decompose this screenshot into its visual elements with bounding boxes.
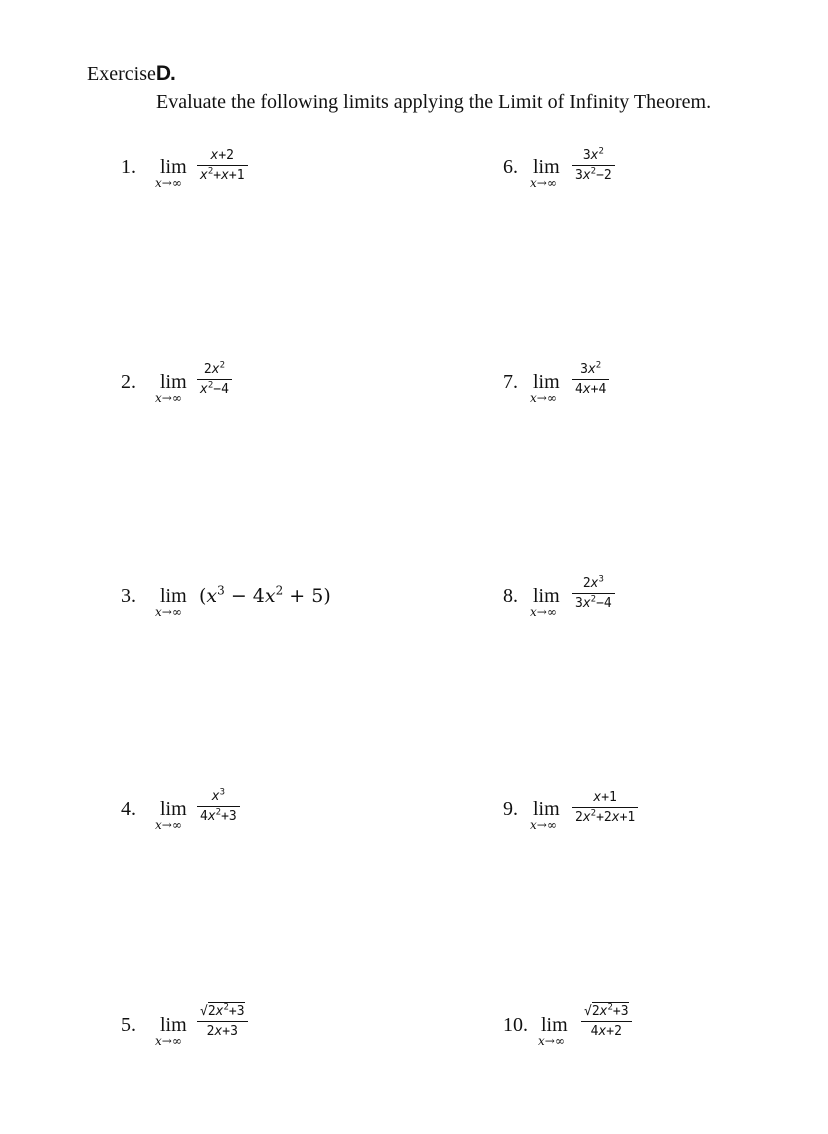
lim-subscript: x→∞ (530, 605, 557, 619)
lim-subscript: x→∞ (155, 176, 182, 190)
numerator: $3x^2$ (572, 362, 609, 380)
lim-operator: lim (160, 1014, 187, 1036)
denominator: $4x^2+3$ (200, 807, 237, 824)
problem-number: 10. (503, 1014, 528, 1036)
problem-number: 2. (121, 371, 136, 393)
problem-number: 6. (503, 156, 518, 178)
lim-subscript: x→∞ (530, 176, 557, 190)
denominator: $2x^2+2x+1$ (575, 808, 636, 825)
numerator: $2x^2$ (197, 362, 232, 380)
denominator: $3x^2-4$ (575, 594, 612, 611)
fraction (581, 1004, 632, 1039)
lim-subscript: x→∞ (155, 1034, 182, 1048)
square-root: $√2x^2+3$ (200, 1002, 245, 1019)
lim-subscript: x→∞ (155, 818, 182, 832)
fraction (197, 362, 232, 397)
fraction (197, 148, 248, 183)
lim-operator: lim (160, 371, 187, 393)
fraction (572, 576, 615, 611)
numerator: $3x^2$ (572, 148, 615, 166)
numerator (581, 1004, 632, 1022)
lim-subscript: x→∞ (530, 391, 557, 405)
lim-operator: lim (160, 585, 187, 607)
problem-number: 1. (121, 156, 136, 178)
fraction (197, 1004, 248, 1039)
problem-number: 5. (121, 1014, 136, 1036)
problem-number: 9. (503, 798, 518, 820)
numerator (197, 1004, 248, 1022)
denominator: $x^2+x+1$ (200, 166, 245, 183)
fraction (572, 148, 615, 183)
expression: $(x^3 - 4x^2 + 5)$ (199, 583, 331, 607)
denominator: $3x^2-2$ (575, 166, 612, 183)
lim-operator: lim (160, 798, 187, 820)
problem-number: 4. (121, 798, 136, 820)
lim-operator: lim (541, 1014, 568, 1036)
square-root: $√2x^2+3$ (584, 1002, 629, 1019)
problem-number: 7. (503, 371, 518, 393)
problem-number: 8. (503, 585, 518, 607)
denominator: 2x+3 (206, 1024, 238, 1039)
lim-operator: lim (533, 585, 560, 607)
lim-operator: lim (533, 798, 560, 820)
problem-number: 3. (121, 585, 136, 607)
lim-subscript: x→∞ (155, 391, 182, 405)
lim-operator: lim (533, 371, 560, 393)
lim-operator: lim (160, 156, 187, 178)
lim-subscript: x→∞ (530, 818, 557, 832)
lim-subscript: x→∞ (538, 1034, 565, 1048)
exercise-letter: D. (155, 62, 175, 85)
numerator: x+2 (197, 148, 248, 166)
numerator: $2x^3$ (572, 576, 615, 594)
instructions: Evaluate the following limits applying the Limit of Infinity Theorem. (156, 91, 712, 113)
lim-subscript: x→∞ (155, 605, 182, 619)
exercise-title: Exercise (87, 63, 156, 85)
fraction (572, 790, 638, 825)
denominator: 4x+2 (590, 1024, 622, 1039)
lim-operator: lim (533, 156, 560, 178)
denominator: 4x+4 (575, 382, 607, 397)
fraction (197, 789, 240, 824)
numerator: $x^3$ (197, 789, 240, 807)
exercise-heading (87, 62, 175, 86)
numerator: x+1 (572, 790, 638, 808)
denominator: $x^2-4$ (200, 380, 229, 397)
fraction (572, 362, 609, 397)
